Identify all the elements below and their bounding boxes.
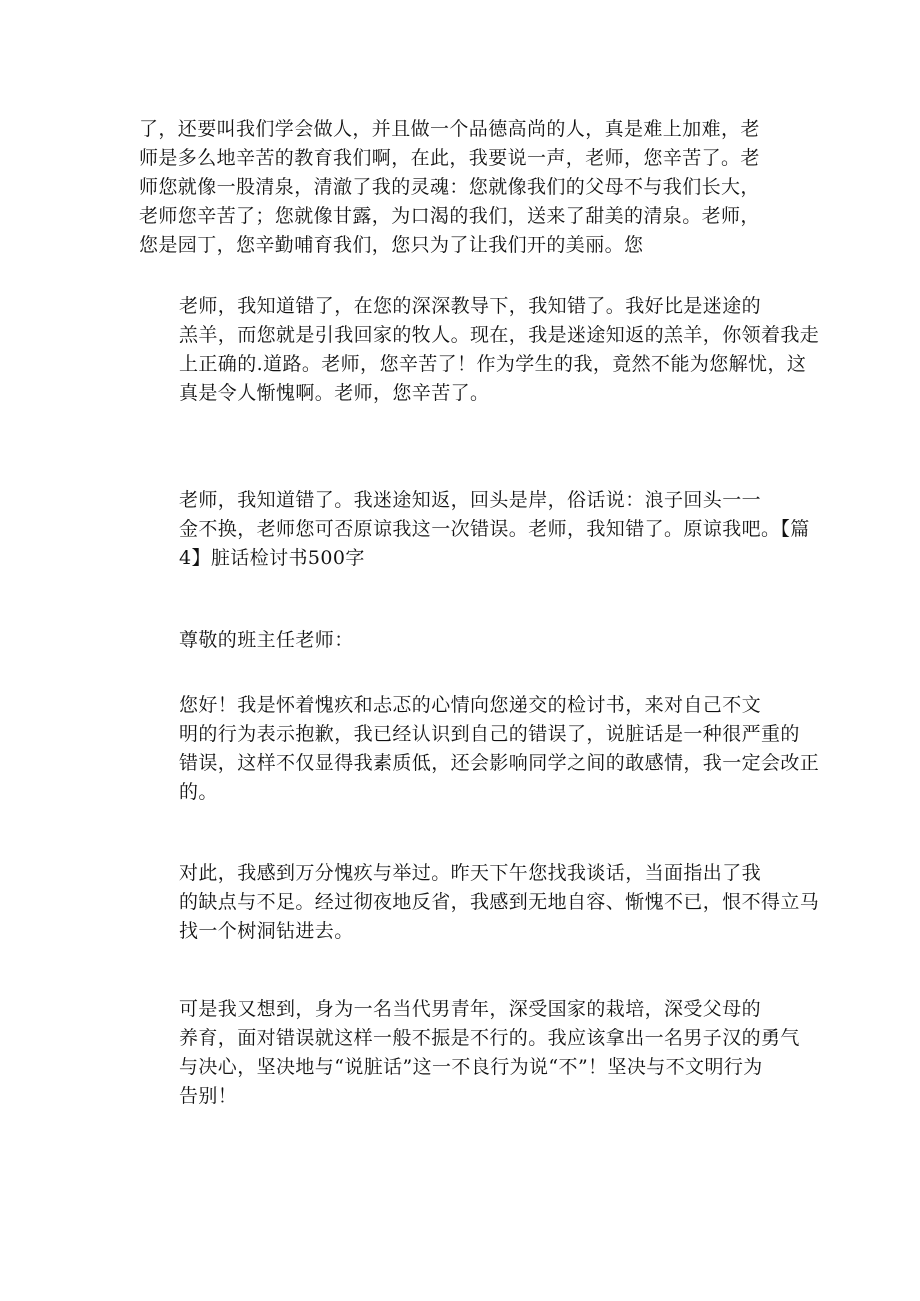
text-line: 上正确的.道路。老师，您辛苦了！作为学生的我，竟然不能为您解忧，这 xyxy=(179,353,807,375)
text-line: 老师您辛苦了；您就像甘露，为口渴的我们，送来了甜美的清泉。老师， xyxy=(139,205,760,227)
text-line: 对此，我感到万分愧疚与举过。昨天下午您找我谈话，当面指出了我 xyxy=(179,862,762,884)
text-line: 养育，面对错误就这样一般不振是不行的。我应该拿出一名男子汉的勇气 xyxy=(179,1027,800,1049)
text-line: 羔羊，而您就是引我回家的牧人。现在，我是迷途知返的羔羊，你领着我走 xyxy=(179,324,820,346)
text-line: 您是园丁，您辛勤哺育我们，您只为了让我们开的美丽。您 xyxy=(139,234,644,256)
text-line: 金不换，老师您可否原谅我这一次错误。老师，我知错了。原谅我吧。【篇 xyxy=(179,518,810,540)
text-line: 可是我又想到，身为一名当代男青年，深受国家的栽培，深受父母的 xyxy=(179,998,762,1020)
paragraph-5 xyxy=(139,691,820,807)
text-line: 老师，我知道错了。我迷途知返，回头是岸，俗话说：浪子回头一一 xyxy=(179,489,762,511)
paragraph-2 xyxy=(139,292,820,408)
text-line: 老师，我知道错了，在您的深深教导下，我知错了。我好比是迷途的 xyxy=(179,295,762,317)
text-line: 告别！ xyxy=(179,1085,238,1107)
text-line: 错误，这样不仅显得我素质低，还会影响同学之间的敢感情，我一定会改正 xyxy=(179,752,820,774)
text-line: 师您就像一股清泉，清澈了我的灵魂：您就像我们的父母不与我们长大， xyxy=(139,176,760,198)
text-line: 找一个树洞钻进去。 xyxy=(179,920,354,942)
text-line: 您好！我是怀着愧疚和忐忑的心情向您递交的检讨书，来对自己不文 xyxy=(179,694,762,716)
paragraph-7 xyxy=(139,995,800,1111)
text-line: 明的行为表示抱歉，我已经认识到自己的错误了，说脏话是一种很严重的 xyxy=(179,723,800,745)
salutation xyxy=(139,626,789,655)
paragraph-3 xyxy=(139,486,810,573)
text-line: 4】脏话检讨书500字 xyxy=(179,547,365,569)
text-line: 了，还要叫我们学会做人，并且做一个品德高尚的人，真是难上加难，老 xyxy=(139,118,760,140)
text-line: 与决心，坚决地与“说脏话”这一不良行为说“不”！坚决与不文明行为 xyxy=(179,1056,763,1078)
text-line: 师是多么地辛苦的教育我们啊，在此，我要说一声，老师，您辛苦了。老 xyxy=(139,147,760,169)
paragraph-6 xyxy=(139,859,820,946)
text-line: 尊敬的班主任老师： xyxy=(179,629,354,651)
paragraph-1 xyxy=(139,115,789,260)
text-line: 的缺点与不足。经过彻夜地反省，我感到无地自容、惭愧不已，恨不得立马 xyxy=(179,891,820,913)
text-line: 真是令人惭愧啊。老师，您辛苦了。 xyxy=(179,382,490,404)
text-line: 的。 xyxy=(179,781,218,803)
